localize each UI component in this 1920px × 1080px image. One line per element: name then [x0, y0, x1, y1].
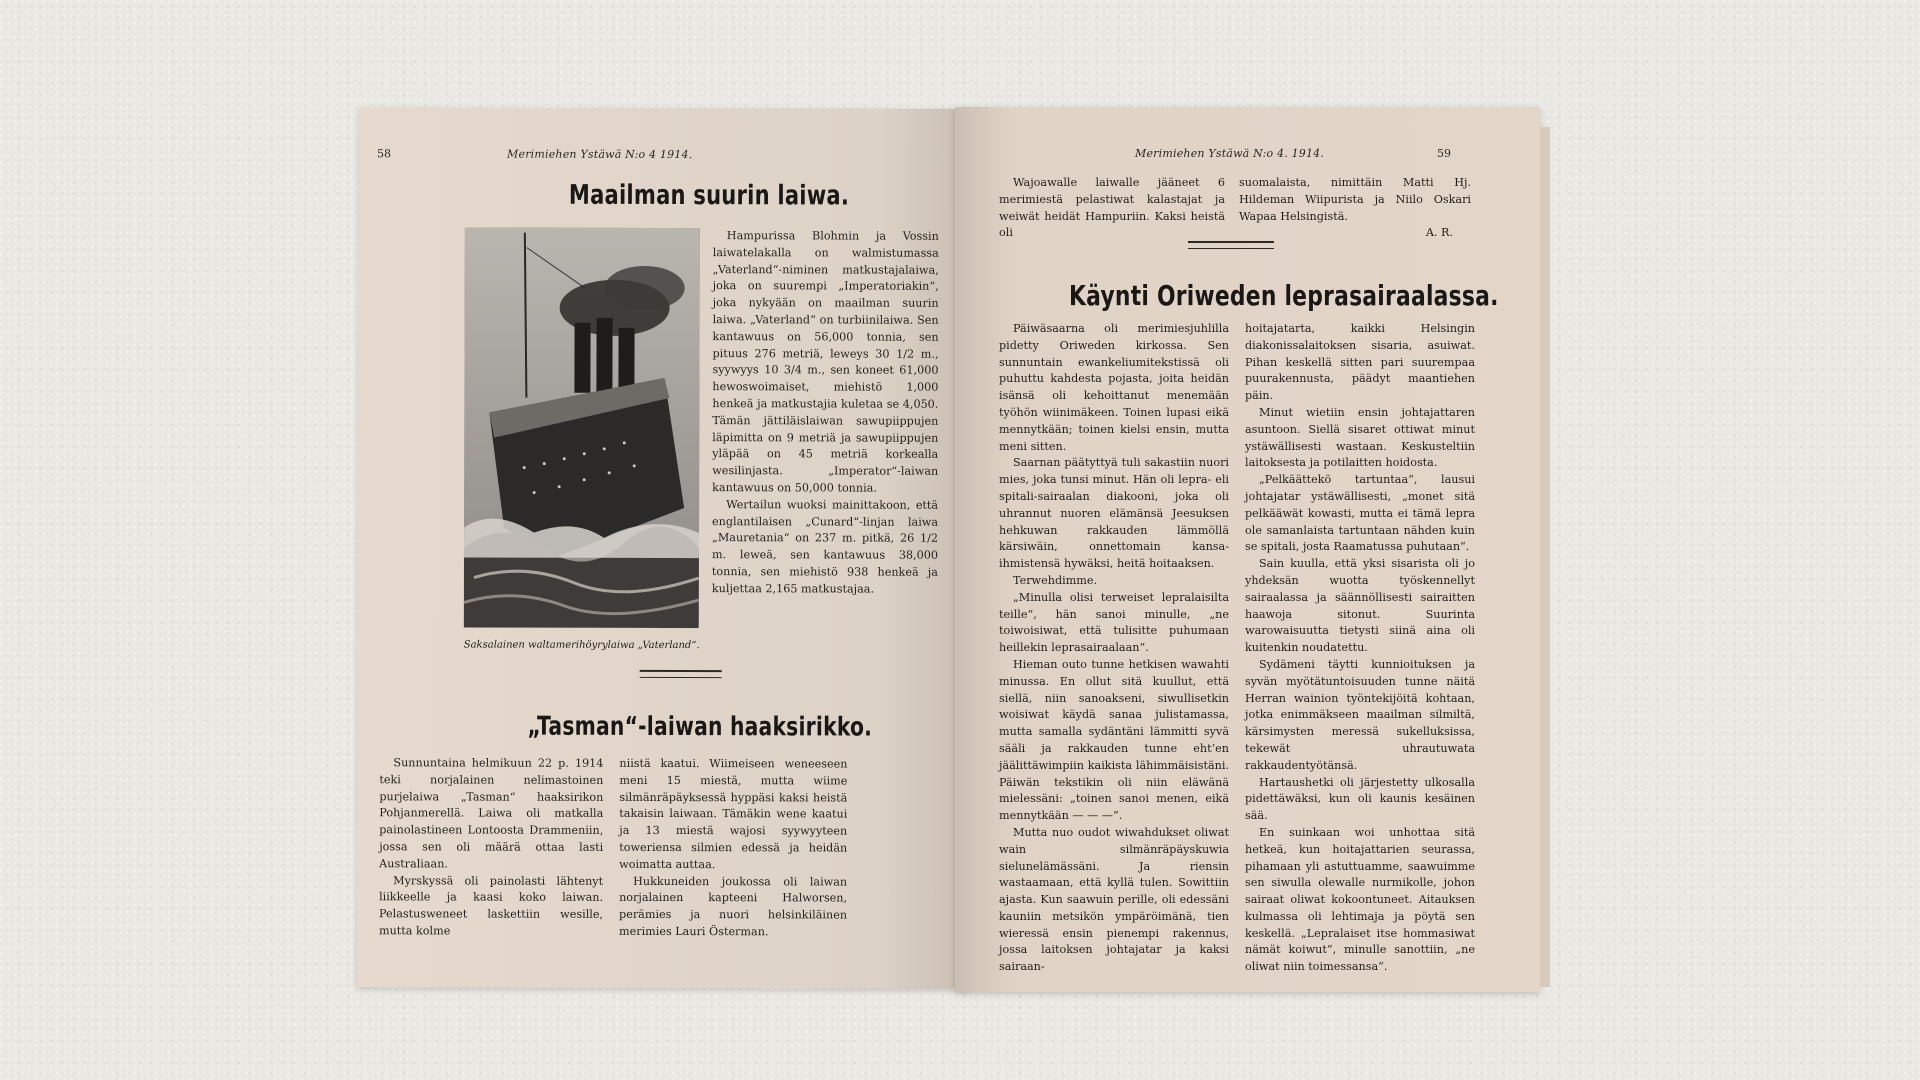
paragraph: Minut wietiin ensin johtajattaren asuntoon. Siellä sisaret ottiwat minut ystäwällisesti wastaan. Keskusteltiin laitoksesta ja potilaitten hoidosta.: [1245, 405, 1475, 470]
section-divider: [1188, 241, 1274, 249]
paragraph: Sunnuntaina helmikuun 22 p. 1914 teki norjalainen nelimastoinen purjelaiwa „Tasman“ haaksirikon Pohjanmerellä. Laiwa oli matkalla painolastineen Lontoosta Drammeniin, jossa sen oli määrä ottaa lasti Australiaan.: [379, 756, 604, 871]
paragraph: Sain kuulla, että yksi sisarista oli jo yhdeksän wuotta työskennellyt sairaalassa ja säännöllisesti sairaitten haawoja sitonut. Suurinta warowaisuutta tietysti siinä aina oli kuitenkin noudatettu.: [1245, 557, 1475, 655]
right-page: [955, 107, 1540, 992]
headline-worlds-largest-ship: Maailman suurin laiwa.: [568, 179, 850, 212]
paragraph: suomalaista, nimittäin Matti Hj. Hildeman Wiipurista ja Niilo Oskari Wapaa Helsingistä.: [1239, 176, 1471, 223]
paragraph: Myrskyssä oli painolasti lähtenyt liikkeelle ja kaasi koko laiwan. Pelastusweneet laskettiin wesille, mutta kolme: [378, 873, 604, 938]
article1-text-column: [712, 228, 939, 598]
article2-column-2: [619, 756, 847, 941]
paragraph: Wertailun wuoksi mainittakoon, että englantilaisen „Cunard“-linjan laiwa „Mauretania“ on 237 m. pitkä, 26 1/2 m. leweä, sen kantawuus 38,000 tonnia, sen miehistö 938 henkeä ja kuljettaa 2,165 matkustajaa.: [711, 497, 939, 596]
paragraph: „Minulla olisi terweiset lepralaisilta teille“, hän sanoi minulle, „ne toiwoisiwat, että tulisitte puhumaan heillekin leprasairaalaan“.: [999, 590, 1229, 655]
paragraph: „Pelkäättekö tartuntaa“, lausui johtajatar ystäwällisesti, „monet sitä pelkääwät kowasti, mutta ei tämä lepra ole samanlaista tartuntaan nähden kuin se spitali, josta Raamatussa puhutaan“.: [1245, 473, 1475, 554]
page-number: 59: [1437, 147, 1451, 160]
paragraph: Sydämeni täytti kunnioituksen ja syvän myötätuntoisuuden tunne näitä Herran wainion työntekijöitä kohtaan, jotka enimmäkseen maailman silmiltä, kärsimysten meressä sukelluksissa, tekewät uhrautuwata rakkaudentyötänsä.: [1245, 657, 1475, 772]
running-head-right: [955, 147, 1540, 161]
running-title: Merimiehen Ystäwä N:o 4. 1914.: [1135, 147, 1325, 160]
illustration-caption: Saksalainen waltamerihöyrylaiwa „Vaterland“.: [463, 639, 700, 652]
paragraph: hoitajatarta, kaikki Helsingin diakonissalaitoksen sisaria, asuiwat. Pihan keskellä sitten pari suurempaa puurakennusta, päädyt maantiehen päin.: [1245, 322, 1475, 403]
paragraph: Mutta nuo oudot wiwahdukset oliwat wain silmänräpäyskuwia sielunelämässäni. Ja riensin wastaamaan, että kyllä tulen. Sowittiin ajasta. Kun saawuin perille, oli edessäni kauniin metsikön ympäröimänä, tien wieressä ensin pienempi rakennus, jossa laitoksen johtajatar ja kaksi sairaan-: [999, 825, 1229, 974]
paragraph: Hampurissa Blohmin ja Vossin laiwatelakalla on walmistumassa „Vaterland“-niminen matkustajalaiwa, joka on suurempi „Imperatoriakin“, joka nykyään on maailman suurin laiwa. „Vaterland“ on turbiinilaiwa. Sen kantawuus on 56,000 tonnia, sen pituus 276 metriä, leweys 30 1/2 m., syywyys 10 3/4 m., sen koneet 61,000 hewoswoimaiset, miehistö 1,000 henkeä ja matkustajia kuletaa se 4,050. Tämän jättiläislaiwan sawupiippujen läpimitta on 9 metriä ja sawupiippujen yläpää on 45 metriä korkealla wesilinjasta. „Imperator“-laiwan kantawuus on 50,000 tonnia.: [712, 229, 939, 495]
page-number: 58: [377, 147, 392, 161]
paragraph: En suinkaan woi unhottaa sitä hetkeä, kun hoitajattarien seurassa, pihamaan yli astuttuamme, saawuimme sen siwulla olewalle nurmikolle, johon sairaat oliwat kokoontuneet. Aitauksen kulmassa oli lehtimaja ja pöytä sen keskellä. „Lepralaiset itse hommasiwat nämät koiwut“, minulle sanottiin, „ne oliwat niin toimessansa“.: [1245, 825, 1475, 974]
paragraph: Hieman outo tunne hetkisen wawahti minussa. En ollut sitä kuullut, että siellä, niin sanoakseni, siwullisetkin woisiwat käydä sanaa julistamassa, mutta samalla sydäntäni lämmitti syvä sääli ja rakkauden tunne eht’en jäälittäwimpiin kaikista lähimmäisistäni. Päiwän tekstikin oli niin eläwänä mielessäni: „toinen sanoi menen, eikä mennytkään — — —“.: [999, 657, 1229, 823]
paragraph: Wajoawalle laiwalle jääneet 6 merimiestä pelastiwat kalastajat ja weiwät heidät Hampuriin. Kaksi heistä oli: [999, 176, 1225, 240]
running-head-left: [359, 147, 971, 163]
continuation-column-1: [999, 175, 1225, 242]
article-column-1: [999, 321, 1229, 976]
ship-illustration: [464, 227, 700, 628]
paragraph: Hartaushetki oli järjestetty ulkosalla pidettäwäksi, kun oli kaunis kesäinen sää.: [1245, 775, 1475, 823]
author-signature: A. R.: [1425, 226, 1453, 240]
left-page: [357, 107, 971, 989]
article-column-2: [1245, 321, 1475, 976]
paragraph: Saarnan päätyttyä tuli sakastiin nuori mies, joka tunsi minut. Hän oli lepra- eli spitali-sairaalan diakooni, joka oli uhrannut nuoren elämänsä Jeesuksen hehkuwan rakkauden lämmöllä kärsiwäin, onnettomain kansa-ihmistensä hywäksi, heitä hoitaaksen.: [999, 456, 1229, 571]
paragraph: Terwehdimme.: [1013, 573, 1098, 587]
paragraph: Päiwäsaarna oli merimiesjuhlilla pidetty Oriweden kirkossa. Sen sunnuntain ewankeliumitekstissä oli puhuttu kahdesta pojasta, joita heidän isänsä oli kehoittanut menemään työhön wiinimäkeen. Toinen lupasi eikä mennytkään; toinen kielsi ensin, mutta meni sitten.: [999, 322, 1229, 453]
continuation-column-2: [1239, 175, 1471, 242]
paragraph: Hukkuneiden joukossa oli laiwan norjalainen kapteeni Halworsen, perämies ja nuori helsinkiläinen merimies Lauri Österman.: [618, 874, 848, 939]
article2-column-1: [379, 755, 603, 940]
headline-tasman-shipwreck: „Tasman“-laiwan haaksirikko.: [527, 711, 873, 743]
running-title: Merimiehen Ystäwä N:o 4 1914.: [507, 147, 693, 162]
section-divider: [640, 670, 722, 678]
paragraph: niistä kaatui. Wiimeiseen weneeseen meni 15 miestä, mutta wiime silmänräpäyksessä hyppäsi kaksi heistä takaisin laiwaan. Tämäkin wene kaatui ja 13 miestä wajosi syywyyteen toweriensa silmien edessä ja heidän woimatta auttaa.: [619, 756, 848, 871]
headline-oriveden-visit: Käynti Oriweden leprasairaalassa.: [1069, 279, 1499, 312]
steamship-image-icon: [464, 227, 700, 628]
